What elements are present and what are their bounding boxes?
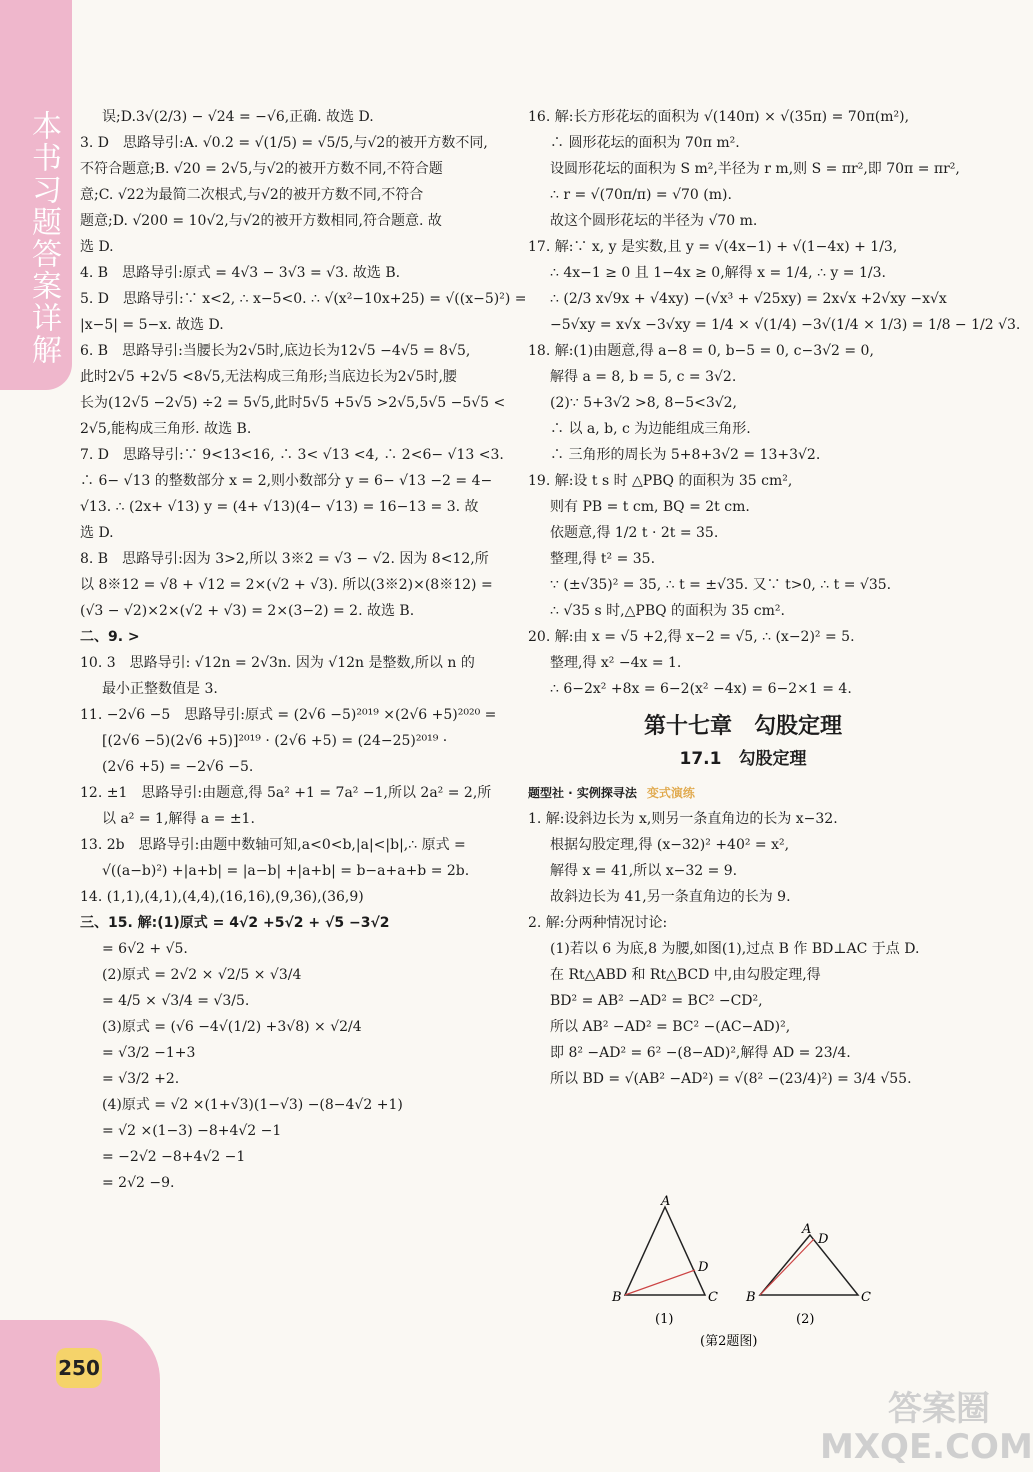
fig2-caption: (2)	[796, 1312, 815, 1327]
chapter-title: 第十七章 勾股定理	[643, 714, 842, 739]
fig2-label-d: D	[818, 1232, 829, 1247]
answer-line: [(2√6 −5)(2√6 +5)]²⁰¹⁹ · (2√6 +5) = (24−25)²⁰¹⁹ ·	[102, 733, 448, 749]
answer-line: (2)原式 = 2√2 × √2/5 × √3/4	[102, 967, 302, 983]
answer-line: 二、9. >	[80, 629, 140, 645]
side-tab	[0, 0, 72, 390]
answer-line: = √2 ×(1−3) −8+4√2 −1	[102, 1123, 282, 1139]
side-tab-text: 本书习题答案详解	[26, 110, 61, 366]
answer-line: ∵ (±√35)² = 35, ∴ t = ±√35. 又∵ t>0, ∴ t = √35.	[550, 577, 892, 593]
answer-line: 所以 AB² −AD² = BC² −(AC−AD)²,	[550, 1019, 791, 1035]
answer-line: 整理,得 x² −4x = 1.	[550, 655, 682, 671]
answer-line: 17. 解:∵ x, y 是实数,且 y = √(4x−1) + √(1−4x) + 1/3,	[528, 239, 898, 255]
answer-line: = −2√2 −8+4√2 −1	[102, 1149, 246, 1165]
answer-line: 最小正整数值是 3.	[102, 681, 218, 697]
answer-line: 在 Rt△ABD 和 Rt△BCD 中,由勾股定理,得	[550, 967, 821, 983]
left-column	[80, 104, 527, 1196]
watermark: 答案圈 MXQE.COM	[820, 1389, 1033, 1467]
answer-line: 18. 解:(1)由题意,得 a−8 = 0, b−5 = 0, c−3√2 = 0,	[528, 343, 874, 359]
right-answers-block	[528, 104, 1021, 702]
banner-label: 题型社 · 实例探寻法	[528, 786, 637, 800]
answer-line: |x−5| = 5−x. 故选 D.	[80, 317, 224, 333]
answer-line: ∴ 6− √13 的整数部分 x = 2,则小数部分 y = 6− √13 −2 = 4−	[80, 473, 493, 489]
fig1-label-d: D	[698, 1260, 709, 1275]
answer-line: 故这个圆形花坛的半径为 √70 m.	[550, 213, 758, 229]
answer-line: 选 D.	[80, 525, 114, 541]
answer-line: (3)原式 = (√6 −4√(1/2) +3√8) × √2/4	[102, 1019, 362, 1035]
answer-line: 误;D.3√(2/3) − √24 = −√6,正确. 故选 D.	[102, 109, 374, 125]
section-title: 17.1 勾股定理	[679, 749, 807, 769]
answer-line: 7. D 思路导引:∵ 9<13<16, ∴ 3< √13 <4, ∴ 2<6− √13 <3.	[80, 447, 504, 463]
triangle-1	[625, 1207, 705, 1295]
answer-line: (√3 − √2)×2×(√2 + √3) = 2×(3−2) = 2. 故选 B.	[80, 603, 415, 619]
answer-line: 6. B 思路导引:当腰长为2√5时,底边长为12√5 −4√5 = 8√5,	[80, 343, 471, 359]
answer-line: (2)∵ 5+3√2 >8, 8−5<3√2,	[550, 395, 738, 411]
answer-line: = 4/5 × √3/4 = √3/5.	[102, 993, 250, 1009]
fig1-label-a: A	[661, 1194, 671, 1209]
corner-decoration	[0, 1320, 160, 1472]
figure-caption: (第2题图)	[700, 1334, 758, 1349]
answer-line: 三、15. 解:(1)原式 = 4√2 +5√2 + √5 −3√2	[80, 915, 390, 931]
fig2-label-b: B	[746, 1290, 756, 1305]
answer-line: BD² = AB² −AD² = BC² −CD²,	[550, 993, 763, 1009]
answer-line: 19. 解:设 t s 时 △PBQ 的面积为 35 cm²,	[528, 473, 793, 489]
answer-line: 题意;D. √200 = 10√2,与√2的被开方数相同,符合题意. 故	[80, 213, 442, 229]
answer-line: 3. D 思路导引:A. √0.2 = √(1/5) = √5/5,与√2的被开方数不同,	[80, 135, 488, 151]
answer-line: 所以 BD = √(AB² −AD²) = √(8² −(23/4)²) = 3/4 √55.	[550, 1071, 912, 1087]
answer-line: 10. 3 思路导引: √12n = 2√3n. 因为 √12n 是整数,所以 n 的	[80, 655, 475, 671]
answer-line: 16. 解:长方形花坛的面积为 √(140π) × √(35π) = 70π(m²),	[528, 109, 910, 125]
answer-line: ∴ √35 s 时,△PBQ 的面积为 35 cm².	[550, 603, 785, 619]
answer-line: √((a−b)²) +|a+b| = |a−b| +|a+b| = b−a+a+b = 2b.	[102, 863, 470, 879]
answer-line: 意;C. √22为最简二次根式,与√2的被开方数不同,不符合	[80, 187, 424, 203]
altitude-1	[625, 1270, 695, 1295]
triangle-figure	[600, 1195, 890, 1355]
answer-line: 则有 PB = t cm, BQ = 2t cm.	[550, 499, 750, 515]
answer-line: ∴ 三角形的周长为 5+8+3√2 = 13+3√2.	[550, 447, 821, 463]
fig1-label-b: B	[612, 1290, 622, 1305]
answer-line: 解得 a = 8, b = 5, c = 3√2.	[550, 369, 737, 385]
answer-line: ∴ 6−2x² +8x = 6−2(x² −4x) = 6−2×1 = 4.	[550, 681, 852, 697]
answer-line: ∴ r = √(70π/π) = √70 (m).	[550, 187, 732, 203]
answer-line: = √3/2 −1+3	[102, 1045, 196, 1061]
answer-line: 以 a² = 1,解得 a = ±1.	[102, 811, 255, 827]
answer-line: 2. 解:分两种情况讨论:	[528, 915, 668, 931]
answer-line: 13. 2b 思路导引:由题中数轴可知,a<0<b,|a|<|b|,∴ 原式 =	[80, 837, 466, 853]
right-column	[528, 104, 1021, 1092]
answer-line: 11. −2√6 −5 思路导引:原式 = (2√6 −5)²⁰¹⁹ ×(2√6 +5)²⁰²⁰ =	[80, 707, 497, 723]
answer-line: √13. ∴ (2x+ √13) y = (4+ √13)(4− √13) = 16−13 = 3. 故	[80, 499, 479, 515]
answer-line: 即 8² −AD² = 6² −(8−AD)²,解得 AD = 23/4.	[550, 1045, 851, 1061]
answer-line: 根据勾股定理,得 (x−32)² +40² = x²,	[550, 837, 790, 853]
answer-line: = 6√2 + √5.	[102, 941, 188, 957]
answer-line: 5. D 思路导引:∵ x<2, ∴ x−5<0. ∴ √(x²−10x+25) = √((x−5)²) =	[80, 291, 527, 307]
answer-line: 1. 解:设斜边长为 x,则另一条直角边的长为 x−32.	[528, 811, 838, 827]
answer-line: 不符合题意;B. √20 = 2√5,与√2的被开方数不同,不符合题	[80, 161, 443, 177]
banner-tag: 变式演练	[646, 786, 695, 800]
answer-line: (2√6 +5) = −2√6 −5.	[102, 759, 254, 775]
answer-line: 12. ±1 思路导引:由题意,得 5a² +1 = 7a² −1,所以 2a² = 2,所	[80, 785, 492, 801]
answer-line: −5√xy = x√x −3√xy = 1/4 × √(1/4) −3√(1/4 × 1/3) = 1/8 − 1/2 √3.	[550, 317, 1021, 333]
answer-line: (4)原式 = √2 ×(1+√3)(1−√3) −(8−4√2 +1)	[102, 1097, 403, 1113]
fig2-label-c: C	[861, 1290, 871, 1305]
fig2-label-a: A	[802, 1222, 812, 1237]
answer-line: ∴ 圆形花坛的面积为 70π m².	[550, 135, 740, 151]
section-banner	[528, 780, 958, 806]
answer-line: 14. (1,1),(4,1),(4,4),(16,16),(9,36),(36,9)	[80, 889, 364, 905]
fig1-label-c: C	[708, 1290, 718, 1305]
answer-line: ∴ (2/3 x√9x + √4xy) −(√x³ + √25xy) = 2x√x +2√xy −x√x	[550, 291, 947, 307]
answer-line: 长为(12√5 −2√5) ÷2 = 5√5,此时5√5 +5√5 >2√5,5√5 −5√5 <	[80, 395, 506, 411]
answer-line: 选 D.	[80, 239, 114, 255]
answer-line: 整理,得 t² = 35.	[550, 551, 656, 567]
answer-line: 依题意,得 1/2 t · 2t = 35.	[550, 525, 719, 541]
answer-line: 4. B 思路导引:原式 = 4√3 − 3√3 = √3. 故选 B.	[80, 265, 401, 281]
answer-line: = √3/2 +2.	[102, 1071, 180, 1087]
answer-line: 设圆形花坛的面积为 S m²,半径为 r m,则 S = πr²,即 70π = πr²,	[550, 161, 960, 177]
right-answers-block-2	[528, 806, 958, 1092]
answer-line: (1)若以 6 为底,8 为腰,如图(1),过点 B 作 BD⊥AC 于点 D.	[550, 941, 920, 957]
answer-line: 此时2√5 +2√5 <8√5,无法构成三角形;当底边长为2√5时,腰	[80, 369, 457, 385]
answer-line: 解得 x = 41,所以 x−32 = 9.	[550, 863, 738, 879]
answer-line: 以 8※12 = √8 + √12 = 2×(√2 + √3). 所以(3※2)×(8※12) =	[80, 577, 493, 593]
altitude-2	[760, 1239, 814, 1295]
fig1-caption: (1)	[655, 1312, 674, 1327]
answer-line: 8. B 思路导引:因为 3>2,所以 3※2 = √3 − √2. 因为 8<12,所	[80, 551, 489, 567]
page-number: 250	[56, 1348, 102, 1388]
answer-line: = 2√2 −9.	[102, 1175, 175, 1191]
answer-line: ∴ 4x−1 ≥ 0 且 1−4x ≥ 0,解得 x = 1/4, ∴ y = 1/3.	[550, 265, 886, 281]
answer-line: 20. 解:由 x = √5 +2,得 x−2 = √5, ∴ (x−2)² = 5.	[528, 629, 855, 645]
answer-line: 故斜边长为 41,另一条直角边的长为 9.	[550, 889, 791, 905]
answer-line: 2√5,能构成三角形. 故选 B.	[80, 421, 252, 437]
answer-line: ∴ 以 a, b, c 为边能组成三角形.	[550, 421, 751, 437]
